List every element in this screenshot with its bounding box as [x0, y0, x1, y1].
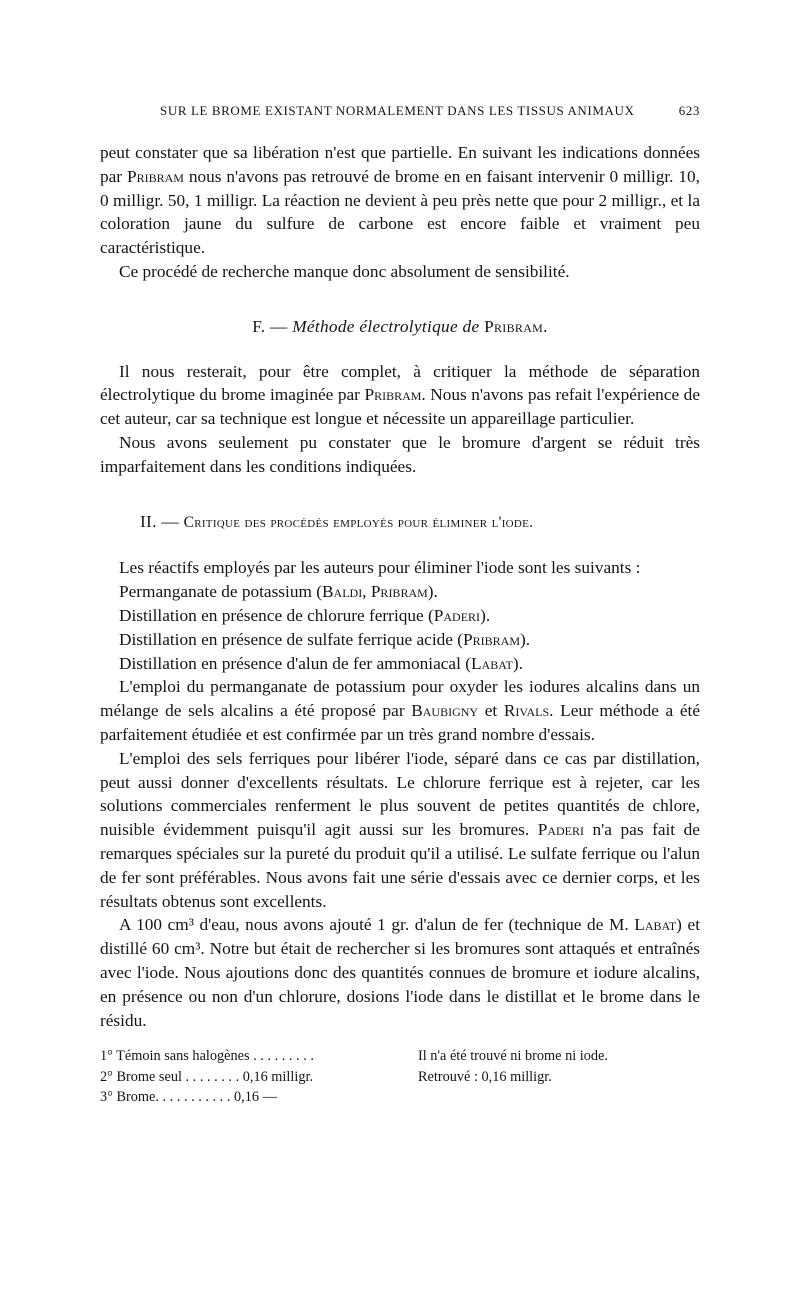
paragraph: Il nous resterait, pour être complet, à critiquer la méthode de séparation électrolytique du brome imaginée par Pribram. Nous n'avons pas refait l'expérience de cet auteur, car sa technique est longue et nécessite un appareillage particulier. [100, 361, 700, 429]
paragraph: L'emploi des sels ferriques pour libérer l'iode, séparé dans ce cas par distillation, peut aussi donner d'excellents résultats. Le chlorure ferrique est à rejeter, car les solutions commerciales renferment le plus souvent de petites quantités de chlore, nuisible évidemment puisqu'il agit aussi sur les bromures. Paderi n'a pas fait de remarques spéciales sur la pureté du produit qu'il a utilisé. Le sulfate ferrique ou l'alun de fer sont préférables. Nous avons fait une série d'essais avec ce dernier corps, et les résultats obtenus sont excellents. [100, 748, 700, 911]
results-notes [100, 1046, 700, 1108]
page [100, 103, 700, 1108]
paragraph: Ce procédé de recherche manque donc absolument de sensibilité. [119, 261, 570, 281]
note-row: 2° Brome seul . . . . . . . . 0,16 milligr. Retrouvé : 0,16 milligr. [100, 1068, 552, 1085]
list-item: Distillation en présence de chlorure ferrique (Paderi). [119, 605, 491, 625]
section-heading-ii: II. — Critique des procédés employés pour éliminer l'iode. [140, 511, 534, 531]
list-item: Distillation en présence d'alun de fer ammoniacal (Labat). [119, 653, 523, 673]
author-name: Rivals. [503, 701, 554, 721]
author-name: Pribram [126, 166, 184, 186]
author-name: Paderi [537, 820, 584, 840]
running-title: SUR LE BROME EXISTANT NORMALEMENT DANS LES TISSUS ANIMAUX [160, 103, 635, 118]
note-row: 1° Témoin sans halogènes . . . . . . . . . Il n'a été trouvé ni brome ni iode. [100, 1048, 608, 1065]
author-name: Labat [634, 915, 677, 935]
paragraph: peut constater que sa libération n'est que partielle. En suivant les indications données par Pribram nous n'avons pas retrouvé de brome en en faisant intervenir 0 milligr. 10, 0 milligr. 50, 1 milligr. La réaction ne devient à peu près nette que pour 2 milligr., et la coloration jaune du sulfure de carbone est encore faible et vraiment peu caractéristique. [100, 143, 700, 258]
page-number: 623 [678, 103, 700, 118]
list-item: Permanganate de potassium (Baldi, Pribram). [119, 582, 438, 602]
paragraph: A 100 cm³ d'eau, nous avons ajouté 1 gr. d'alun de fer (technique de M. Labat) et distillé 60 cm³. Notre but était de rechercher si les bromures sont attaqués et entraînés avec l'iode. Nous ajoutions donc des quantités connues de bromure et iodure alcalins, en présence ou non d'un chlorure, dosions l'iode dans le distillat et le brome dans le résidu. [100, 915, 700, 1030]
note-row: 3° Brome. . . . . . . . . . . 0,16 — [100, 1089, 277, 1106]
running-header [100, 103, 700, 121]
body-text [100, 141, 700, 1032]
list-item: Distillation en présence de sulfate ferrique acide (Pribram). [119, 629, 531, 649]
author-name: Baubigny [411, 701, 479, 721]
paragraph: L'emploi du permanganate de potassium pour oxyder les iodures alcalins dans un mélange de sels alcalins a été proposé par Baubigny et Rivals. Leur méthode a été parfaitement étudiée et est confirmée par un très grand nombre d'essais. [100, 677, 700, 744]
paragraph: Nous avons seulement pu constater que le bromure d'argent se réduit très imparfaitement dans les conditions indiquées. [100, 432, 700, 476]
section-heading-f: F. — Méthode électrolytique de Pribram. [252, 316, 548, 336]
author-name: Pribram. [364, 385, 426, 405]
paragraph: Les réactifs employés par les auteurs pour éliminer l'iode sont les suivants : [119, 558, 641, 578]
reagent-list [100, 580, 700, 675]
